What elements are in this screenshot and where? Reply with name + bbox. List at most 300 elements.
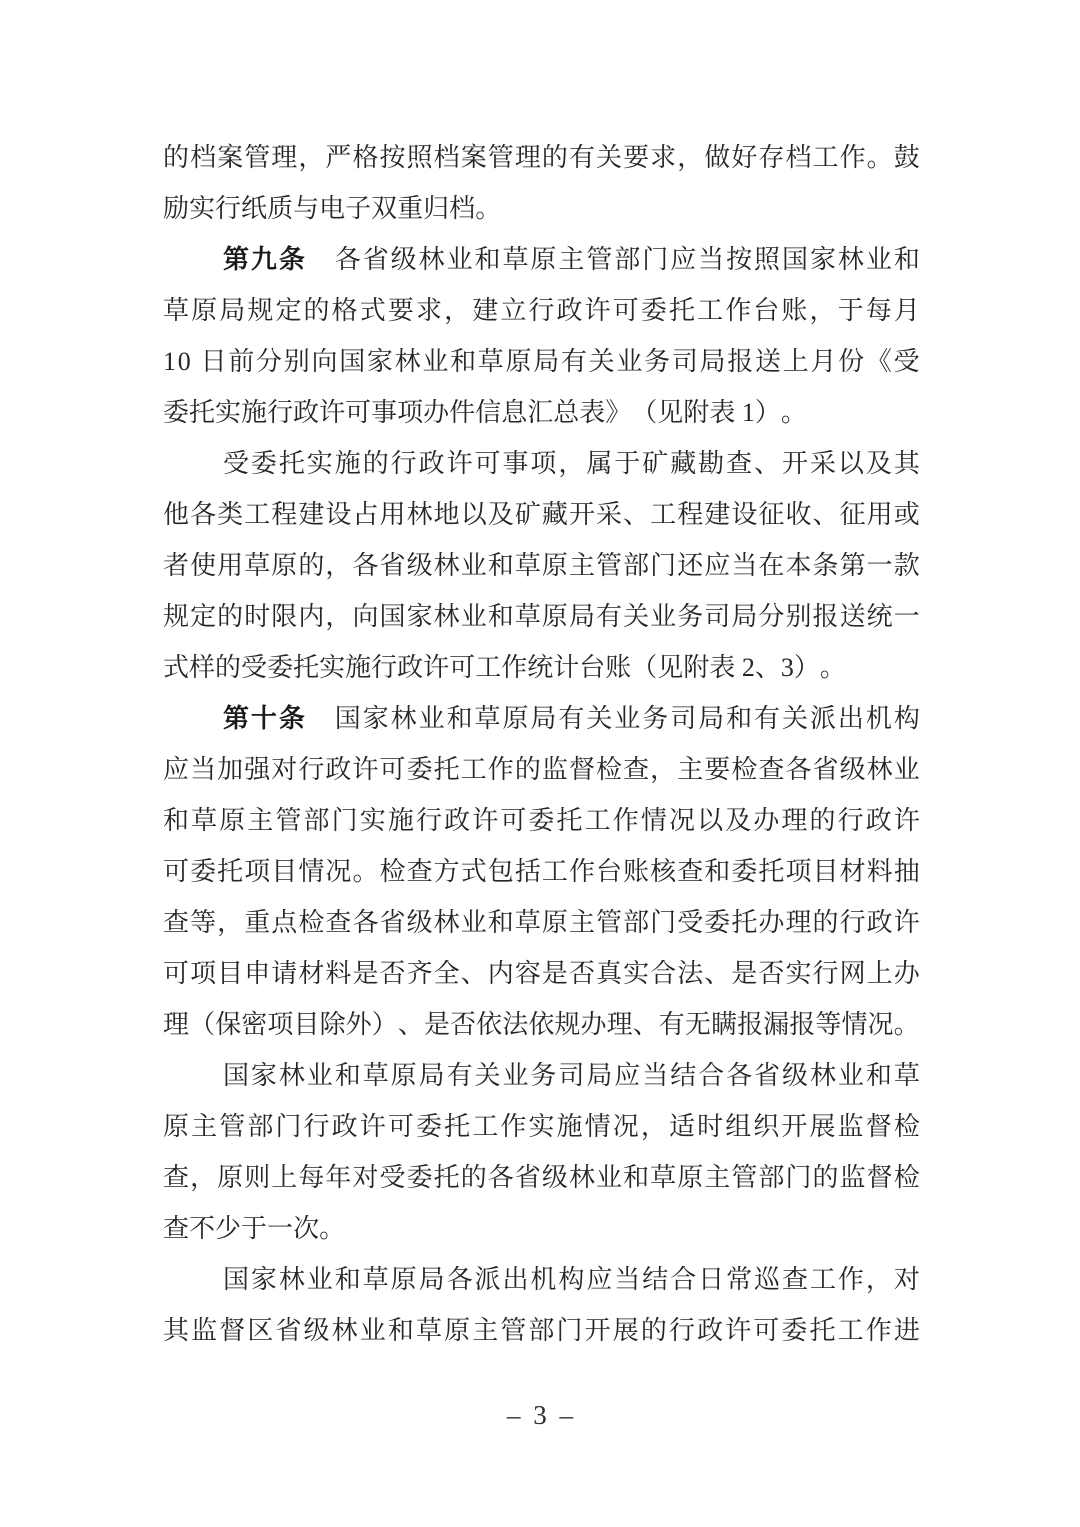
body-text-char: 业 bbox=[359, 1316, 386, 1345]
body-text-char: 和 bbox=[450, 347, 477, 376]
body-text-char: 存 bbox=[758, 143, 785, 172]
body-text-char: 办 bbox=[753, 806, 780, 835]
body-text-char: 总 bbox=[553, 398, 580, 427]
body-text-char: 行 bbox=[390, 449, 417, 478]
body-text-char: 施 bbox=[334, 449, 361, 478]
body-text-char: 关 bbox=[782, 704, 809, 733]
body-text-char: 。 bbox=[780, 398, 807, 427]
body-text-char: 。 bbox=[893, 1010, 920, 1039]
body-text-char: 、 bbox=[812, 500, 839, 529]
body-text-char: 和 bbox=[487, 602, 514, 631]
body-text-char: 可 bbox=[163, 857, 190, 886]
body-text-char: 和 bbox=[446, 704, 473, 733]
body-text-char: 托 bbox=[444, 1112, 471, 1141]
body-text-char: 对 bbox=[893, 1265, 920, 1294]
body-text-char: 日 bbox=[698, 1265, 725, 1294]
body-text-char: 征 bbox=[758, 500, 785, 529]
paragraph-indent bbox=[163, 463, 221, 464]
body-text-char: 业 bbox=[306, 1061, 333, 1090]
body-text-char: 强 bbox=[244, 755, 271, 784]
body-text-char: 草 bbox=[477, 347, 504, 376]
body-text-char: 料 bbox=[325, 959, 352, 988]
body-text-char: 法 bbox=[677, 959, 704, 988]
body-text-char: 部 bbox=[247, 1112, 274, 1141]
body-text-char: 实 bbox=[306, 449, 333, 478]
body-text-char: 管 bbox=[596, 551, 623, 580]
body-text-char: 及 bbox=[725, 806, 752, 835]
body-text-char: 门 bbox=[785, 1163, 812, 1192]
body-text-char: ， bbox=[298, 143, 325, 172]
body-text-char: 实 bbox=[189, 194, 216, 223]
body-text-char: 业 bbox=[614, 704, 641, 733]
body-text-char: 是 bbox=[731, 959, 758, 988]
body-text-char: 检 bbox=[596, 755, 623, 784]
paragraph-indent bbox=[163, 1075, 221, 1076]
body-text-char: 可 bbox=[474, 449, 501, 478]
body-text-char: 规 bbox=[554, 1010, 581, 1039]
body-text-char: 局 bbox=[530, 704, 557, 733]
body-text-char: 政 bbox=[866, 908, 893, 937]
body-text-char: 项 bbox=[530, 449, 557, 478]
body-text-char: 许 bbox=[472, 806, 499, 835]
body-text-char: 以 bbox=[837, 449, 864, 478]
body-text-char: 省 bbox=[275, 1316, 302, 1345]
body-text-char: 报 bbox=[737, 1010, 764, 1039]
body-text-char: 省 bbox=[754, 1061, 781, 1090]
body-text-char: 国 bbox=[334, 704, 361, 733]
text-line bbox=[163, 1101, 920, 1152]
body-text-char: 式 bbox=[359, 296, 386, 325]
body-text-char: 管 bbox=[244, 143, 271, 172]
body-text-char: 合 bbox=[670, 1265, 697, 1294]
body-text-char: 情 bbox=[584, 1112, 611, 1141]
body-text-char: 草 bbox=[650, 1163, 677, 1192]
body-text-char: 时 bbox=[697, 1112, 724, 1141]
body-text-char: 、 bbox=[460, 959, 487, 988]
body-text-char: 容 bbox=[514, 959, 541, 988]
body-text-char: 监 bbox=[541, 755, 568, 784]
body-text-char: 许 bbox=[352, 755, 379, 784]
body-text-char: 督 bbox=[866, 1163, 893, 1192]
body-text-char: 检 bbox=[298, 908, 325, 937]
body-text-char: 条 bbox=[812, 551, 839, 580]
body-text-char: 区 bbox=[247, 1316, 274, 1345]
body-text-char: 部 bbox=[623, 908, 650, 937]
body-text-char: 报 bbox=[812, 602, 839, 631]
body-text-char: 。 bbox=[819, 653, 846, 682]
body-text-char: 部 bbox=[614, 245, 641, 274]
body-text-char: 的 bbox=[362, 449, 389, 478]
body-text-char: 级 bbox=[782, 1061, 809, 1090]
body-text-char: 分 bbox=[256, 347, 283, 376]
body-text-char: 项 bbox=[244, 857, 271, 886]
body-text-char: 务 bbox=[677, 602, 704, 631]
body-text-char: 管 bbox=[487, 143, 514, 172]
body-text-char: 理 bbox=[163, 1010, 190, 1039]
body-text-char: 出 bbox=[502, 1265, 529, 1294]
body-text-char: 各 bbox=[352, 551, 379, 580]
body-text-char: 归 bbox=[423, 194, 450, 223]
body-text-char: 报 bbox=[789, 1010, 816, 1039]
body-text-char: 工 bbox=[460, 755, 487, 784]
body-text-char: 家 bbox=[250, 1265, 277, 1294]
body-text-char: 委 bbox=[163, 398, 190, 427]
body-text-char: 档 bbox=[433, 143, 460, 172]
body-text-char: 部 bbox=[623, 551, 650, 580]
body-text-char: 委 bbox=[415, 1112, 442, 1141]
body-text-char: 派 bbox=[474, 1265, 501, 1294]
body-text-char: 管 bbox=[275, 806, 302, 835]
body-text-char: 业 bbox=[460, 551, 487, 580]
body-text-char: 办 bbox=[893, 959, 920, 988]
body-text-char: 办 bbox=[758, 908, 785, 937]
body-text-char: 上 bbox=[866, 959, 893, 988]
body-text-char: 况 bbox=[668, 806, 695, 835]
body-text-char: 林 bbox=[837, 245, 864, 274]
body-text-char: 草 bbox=[474, 704, 501, 733]
body-text-char: 鼓 bbox=[893, 143, 920, 172]
body-text-char: 林 bbox=[406, 500, 433, 529]
body-text-char: 机 bbox=[865, 704, 892, 733]
body-text-char: 原 bbox=[390, 1061, 417, 1090]
body-text-char: 草 bbox=[893, 1061, 920, 1090]
body-text-char: 受 bbox=[677, 908, 704, 937]
body-text-char: 局 bbox=[418, 1061, 445, 1090]
body-text-char: 查 bbox=[163, 908, 190, 937]
body-text-char: 项 bbox=[190, 959, 217, 988]
body-text-char: 督 bbox=[865, 1112, 892, 1141]
body-text-char: 时 bbox=[244, 602, 271, 631]
body-text-char: 部 bbox=[303, 806, 330, 835]
body-text-char: 业 bbox=[460, 908, 487, 937]
body-text-char: 子 bbox=[345, 194, 372, 223]
body-text-char: 当 bbox=[614, 1265, 641, 1294]
body-text-char: 的 bbox=[215, 653, 242, 682]
body-text-char: 务 bbox=[530, 1061, 557, 1090]
body-text-char: 上 bbox=[271, 1163, 298, 1192]
body-text-char: 真 bbox=[596, 959, 623, 988]
body-text-char: 委 bbox=[731, 857, 758, 886]
body-text-char: 行 bbox=[415, 806, 442, 835]
body-text-char: 目 bbox=[293, 1010, 320, 1039]
body-text-char: 原 bbox=[541, 602, 568, 631]
body-text-char: ） bbox=[754, 398, 781, 427]
body-text-char: 及 bbox=[487, 500, 514, 529]
body-text-char: 每 bbox=[865, 296, 892, 325]
body-text-char: 草 bbox=[163, 296, 190, 325]
body-text-char: 目 bbox=[217, 959, 244, 988]
body-text-char: 施 bbox=[387, 806, 414, 835]
body-text-char: 他 bbox=[163, 500, 190, 529]
body-text-char: 事 bbox=[502, 449, 529, 478]
body-text-char: 局 bbox=[731, 602, 758, 631]
body-text-char: 局 bbox=[219, 296, 246, 325]
body-text-char: 林 bbox=[390, 704, 417, 733]
body-text-char: 草 bbox=[191, 806, 218, 835]
body-text-char: 司 bbox=[671, 347, 698, 376]
body-text-char: 展 bbox=[809, 1112, 836, 1141]
body-text-char: 各 bbox=[352, 908, 379, 937]
body-text-char: 台 bbox=[596, 857, 623, 886]
body-text-char: 原 bbox=[191, 296, 218, 325]
body-text-char: 可 bbox=[345, 398, 372, 427]
body-text-char: 局 bbox=[418, 1265, 445, 1294]
body-text-char: 2 bbox=[741, 653, 755, 682]
body-text-char: 除 bbox=[319, 1010, 346, 1039]
body-text-char: 和 bbox=[726, 704, 753, 733]
body-text-char: 属 bbox=[586, 449, 613, 478]
body-text-char: 请 bbox=[271, 959, 298, 988]
body-text-char: 送 bbox=[839, 602, 866, 631]
body-text-char: 藏 bbox=[541, 500, 568, 529]
body-text-char: 前 bbox=[228, 347, 255, 376]
body-text-char: 的 bbox=[640, 1316, 667, 1345]
body-text-char: 点 bbox=[271, 908, 298, 937]
body-text-char: 用 bbox=[217, 551, 244, 580]
body-text-char: ， bbox=[865, 1265, 892, 1294]
body-text-char: 占 bbox=[352, 500, 379, 529]
body-text-char: 建 bbox=[472, 296, 499, 325]
body-text-char: 实 bbox=[528, 1112, 555, 1141]
body-text-char: 结 bbox=[670, 1061, 697, 1090]
body-text-char: 局 bbox=[568, 602, 595, 631]
body-text-char: 实 bbox=[359, 806, 386, 835]
body-text-char: 许 bbox=[584, 296, 611, 325]
article-heading-char: 九 bbox=[250, 245, 277, 274]
body-text-char: 行 bbox=[298, 755, 325, 784]
body-text-char: 级 bbox=[303, 1316, 330, 1345]
body-text-char: 当 bbox=[698, 245, 725, 274]
body-text-char: 出 bbox=[837, 704, 864, 733]
body-text-char: 是 bbox=[541, 959, 568, 988]
body-text-char: 包 bbox=[487, 857, 514, 886]
body-text-char: 藏 bbox=[670, 449, 697, 478]
body-text-char: 于 bbox=[614, 449, 641, 478]
text-line bbox=[163, 642, 920, 693]
body-text-char: 档 bbox=[190, 143, 217, 172]
body-text-char: 内 bbox=[298, 602, 325, 631]
body-text-char: 查 bbox=[758, 755, 785, 784]
body-text-char: 当 bbox=[190, 755, 217, 784]
body-text-char: 级 bbox=[839, 755, 866, 784]
body-text-char: 政 bbox=[865, 806, 892, 835]
body-text-char: 林 bbox=[809, 1061, 836, 1090]
body-text-char bbox=[307, 234, 333, 285]
text-line bbox=[163, 387, 920, 438]
body-text-char: 的 bbox=[163, 143, 190, 172]
body-text-char: 许 bbox=[893, 908, 920, 937]
body-text-char: 作 bbox=[865, 1316, 892, 1345]
body-text-char: 格 bbox=[331, 296, 358, 325]
body-text-char: 的 bbox=[217, 602, 244, 631]
body-text-char: 保 bbox=[215, 1010, 242, 1039]
body-text-char: 项 bbox=[397, 398, 424, 427]
body-text-char: 事 bbox=[371, 398, 398, 427]
body-text-char: 委 bbox=[250, 449, 277, 478]
body-text-char: 管 bbox=[219, 1112, 246, 1141]
body-text-char: 可 bbox=[449, 653, 476, 682]
body-text-char: 工 bbox=[809, 1265, 836, 1294]
body-text-char: 台 bbox=[753, 296, 780, 325]
body-text-char: 构 bbox=[558, 1265, 585, 1294]
body-text-char: 一 bbox=[866, 551, 893, 580]
body-text-char: 是 bbox=[423, 1010, 450, 1039]
body-text-char: 级 bbox=[406, 551, 433, 580]
body-text-char: 向 bbox=[311, 347, 338, 376]
body-text-char: 各 bbox=[446, 1265, 473, 1294]
body-text-char: 省 bbox=[514, 1163, 541, 1192]
body-text-char: 案 bbox=[217, 143, 244, 172]
body-text-char: 有 bbox=[446, 1061, 473, 1090]
body-text-char: 、 bbox=[397, 1010, 424, 1039]
body-text-char: 有 bbox=[658, 1010, 685, 1039]
body-text-char: 当 bbox=[642, 1061, 669, 1090]
body-text-char: 业 bbox=[502, 1061, 529, 1090]
body-text-char: 开 bbox=[781, 1112, 808, 1141]
body-text-char: 政 bbox=[444, 806, 471, 835]
body-text-char: 委 bbox=[267, 653, 294, 682]
body-text-char: 检 bbox=[893, 1163, 920, 1192]
body-text-char: 省 bbox=[379, 551, 406, 580]
body-text-char: 以 bbox=[697, 806, 724, 835]
body-text-char: 齐 bbox=[406, 959, 433, 988]
body-text-char: 有 bbox=[596, 602, 623, 631]
body-text-char: 督 bbox=[568, 755, 595, 784]
body-text-char: 申 bbox=[244, 959, 271, 988]
body-text-char: 类 bbox=[217, 500, 244, 529]
body-text-char: 委 bbox=[704, 908, 731, 937]
body-text-char: 关 bbox=[474, 1061, 501, 1090]
body-text-char: 业 bbox=[422, 347, 449, 376]
body-text-char: 原 bbox=[541, 551, 568, 580]
body-text-char: 重 bbox=[397, 194, 424, 223]
body-text-char: 设 bbox=[325, 500, 352, 529]
body-text-char: 原 bbox=[541, 908, 568, 937]
body-text-char: 办 bbox=[423, 398, 450, 427]
body-text-char: 许 bbox=[319, 398, 346, 427]
body-text-char: 款 bbox=[893, 551, 920, 580]
body-text-char: 门 bbox=[650, 551, 677, 580]
body-text-char: 式 bbox=[460, 857, 487, 886]
body-text-char: 和 bbox=[334, 1265, 361, 1294]
text-line bbox=[163, 591, 920, 642]
body-text-char: 业 bbox=[460, 602, 487, 631]
body-text-char: 家 bbox=[366, 347, 393, 376]
body-text-char: 附 bbox=[683, 398, 710, 427]
body-text-char: 实 bbox=[319, 653, 346, 682]
body-text-char: 门 bbox=[650, 908, 677, 937]
body-text-char: 省 bbox=[379, 908, 406, 937]
body-text-char: 家 bbox=[362, 704, 389, 733]
body-text-char: 委 bbox=[190, 857, 217, 886]
body-text-char: 托 bbox=[433, 1163, 460, 1192]
body-text-char: 在 bbox=[758, 551, 785, 580]
body-text-char: 施 bbox=[241, 398, 268, 427]
body-text-char: 台 bbox=[579, 653, 606, 682]
body-text-char: 做 bbox=[704, 143, 731, 172]
body-text-char: 理 bbox=[514, 143, 541, 172]
text-line bbox=[163, 693, 920, 744]
body-text-char: 主 bbox=[247, 806, 274, 835]
body-text-char: 求 bbox=[650, 143, 677, 172]
text-line bbox=[163, 846, 920, 897]
body-text-char: 工 bbox=[472, 1112, 499, 1141]
body-text-char: 档 bbox=[785, 143, 812, 172]
body-text-char: 网 bbox=[839, 959, 866, 988]
body-text-char: 用 bbox=[866, 500, 893, 529]
body-text-char: 草 bbox=[502, 245, 529, 274]
body-text-char: 。 bbox=[475, 194, 502, 223]
body-text-char: 矿 bbox=[642, 449, 669, 478]
body-text-char: 务 bbox=[644, 347, 671, 376]
body-text-char: 行 bbox=[839, 908, 866, 937]
body-text-char: 照 bbox=[754, 245, 781, 274]
body-text-char: 、 bbox=[632, 1010, 659, 1039]
body-text-char: 委 bbox=[406, 1163, 433, 1192]
body-text-char: 则 bbox=[244, 1163, 271, 1192]
body-text-char: 《 bbox=[865, 347, 892, 376]
body-text-char: 主 bbox=[568, 551, 595, 580]
body-text-char: 定 bbox=[190, 602, 217, 631]
body-text-char: 委 bbox=[528, 806, 555, 835]
body-text-char: 报 bbox=[727, 347, 754, 376]
body-text-char: 和 bbox=[487, 551, 514, 580]
body-text-char: 检 bbox=[731, 755, 758, 784]
body-text-char: 办 bbox=[580, 1010, 607, 1039]
body-text-char: 林 bbox=[278, 1061, 305, 1090]
body-text-char: 工 bbox=[650, 500, 677, 529]
body-text-char: 查 bbox=[677, 857, 704, 886]
body-text-char: 加 bbox=[217, 755, 244, 784]
body-text-char: 者 bbox=[163, 551, 190, 580]
body-text-char: 方 bbox=[433, 857, 460, 886]
body-text-char: 项 bbox=[785, 857, 812, 886]
body-text-char: 监 bbox=[839, 1163, 866, 1192]
body-text-char: 原 bbox=[219, 806, 246, 835]
body-text-char: 托 bbox=[758, 857, 785, 886]
body-text-char: 合 bbox=[650, 959, 677, 988]
body-text-char: 应 bbox=[586, 1265, 613, 1294]
body-text-char: 托 bbox=[293, 653, 320, 682]
body-text-char: 林 bbox=[331, 1316, 358, 1345]
body-text-char: 年 bbox=[325, 1163, 352, 1192]
body-text-char: 月 bbox=[893, 296, 920, 325]
body-text-char: 账 bbox=[605, 653, 632, 682]
body-text-char: ， bbox=[640, 1112, 667, 1141]
body-text-char: 各 bbox=[726, 1061, 753, 1090]
body-text-char: 的 bbox=[298, 551, 325, 580]
body-text-char: 各 bbox=[487, 1163, 514, 1192]
body-text-char: 矿 bbox=[514, 500, 541, 529]
body-text-char: 开 bbox=[568, 500, 595, 529]
body-text-char: 纸 bbox=[241, 194, 268, 223]
body-text-char: 行 bbox=[528, 296, 555, 325]
body-text-char: 局 bbox=[533, 347, 560, 376]
body-text-char: 林 bbox=[866, 755, 893, 784]
body-text-char: 派 bbox=[809, 704, 836, 733]
text-line bbox=[163, 132, 920, 183]
body-text-char: 对 bbox=[352, 1163, 379, 1192]
text-line bbox=[163, 1305, 920, 1356]
body-text-char: 施 bbox=[345, 653, 372, 682]
body-text-char: 否 bbox=[450, 1010, 477, 1039]
body-text-char: 草 bbox=[362, 1265, 389, 1294]
body-text-char: 政 bbox=[331, 1112, 358, 1141]
body-text-char bbox=[307, 693, 333, 744]
body-text-char: 作 bbox=[500, 1112, 527, 1141]
body-text-char: 关 bbox=[588, 347, 615, 376]
body-text-char: 息 bbox=[501, 398, 528, 427]
